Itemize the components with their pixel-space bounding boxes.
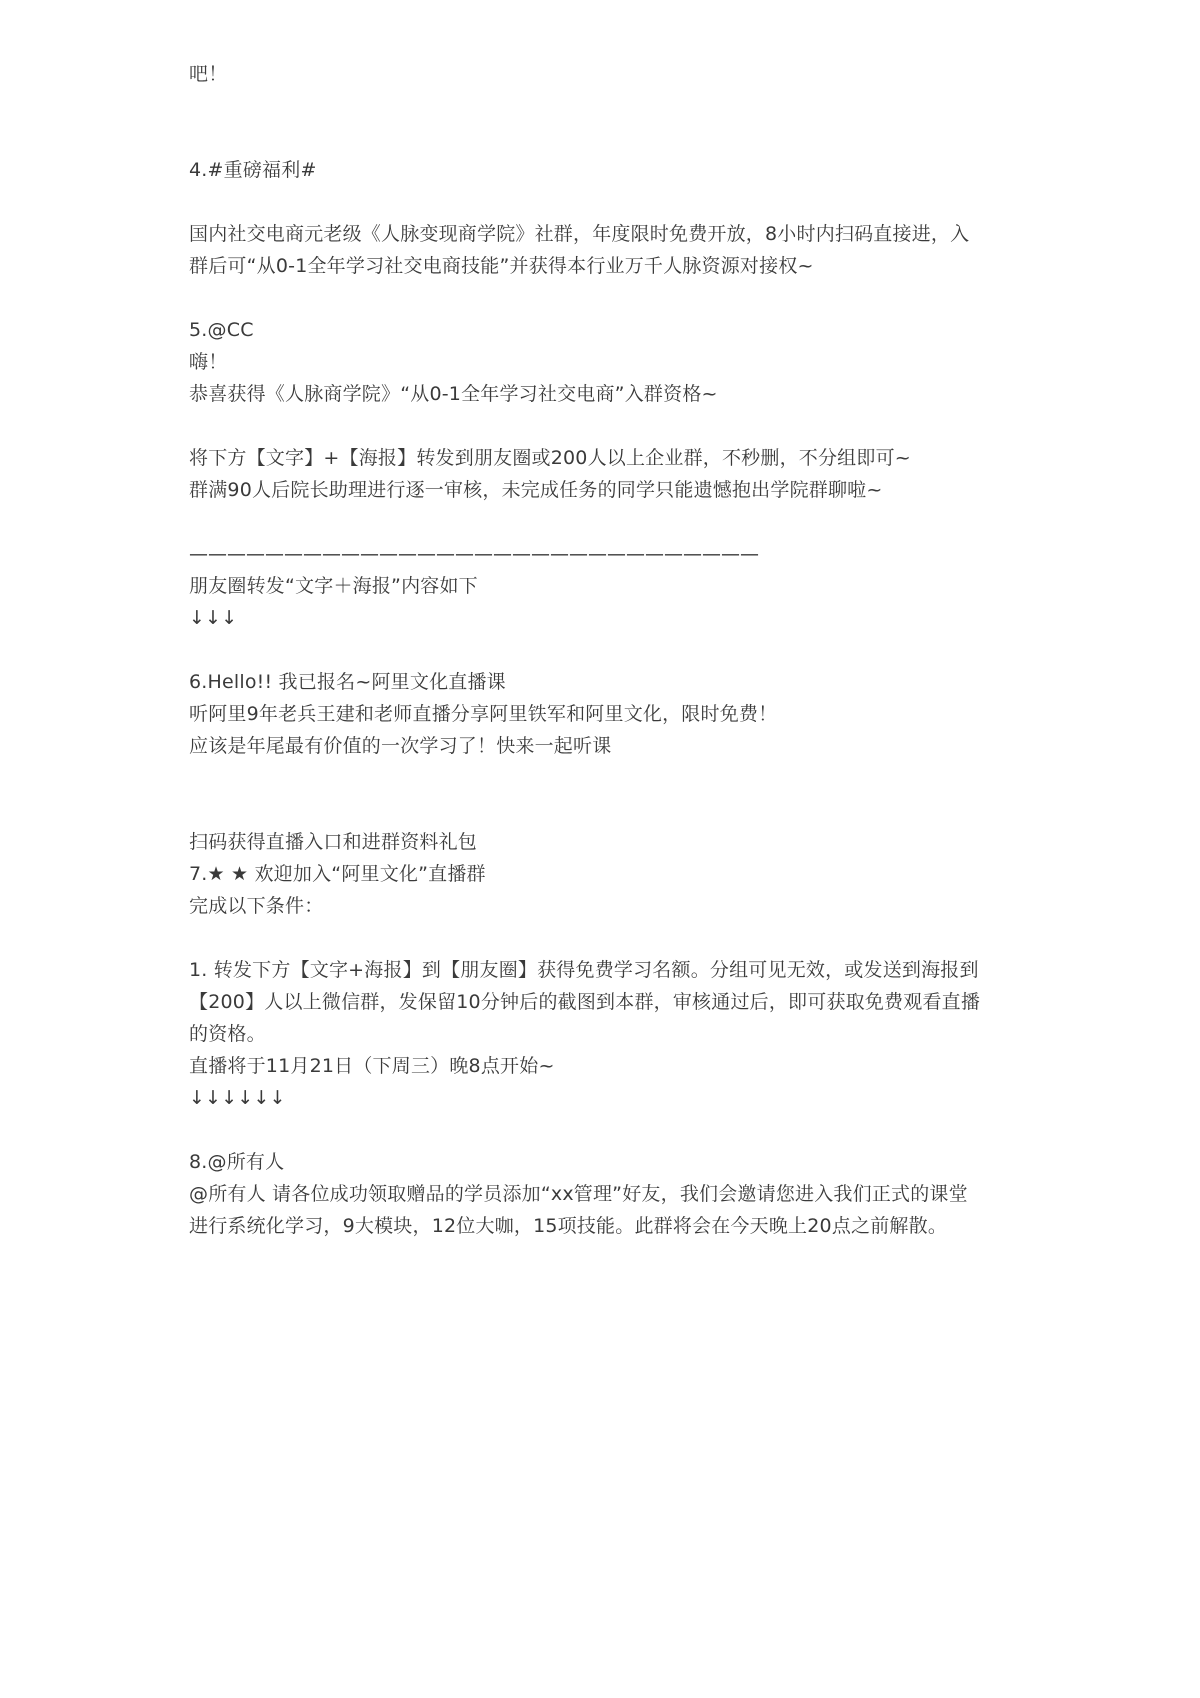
text-line: 听阿里9年老兵王建和老师直播分享阿里铁军和阿里文化，限时免费！: [189, 703, 778, 725]
divider-line: ——————————————————————————————: [189, 543, 759, 565]
text-line: 进行系统化学习，9大模块，12位大咖，15项技能。此群将会在今天晚上20点之前解散。: [189, 1215, 948, 1237]
text-line: 吧！: [189, 63, 228, 85]
text-line: ↓↓↓: [189, 607, 238, 629]
text-line: 朋友圈转发“文字＋海报”内容如下: [189, 575, 478, 597]
text-line: 的资格。: [189, 1023, 266, 1045]
text-line: 群满90人后院长助理进行逐一审核，未完成任务的同学只能遗憾抱出学院群聊啦~: [189, 479, 883, 501]
text-line: 1. 转发下方【文字+海报】到【朋友圈】获得免费学习名额。分组可见无效，或发送到海报到: [189, 959, 979, 981]
text-line: 6.Hello!! 我已报名~阿里文化直播课: [189, 671, 506, 693]
text-line: 8.@所有人: [189, 1151, 285, 1173]
text-line: 应该是年尾最有价值的一次学习了！快来一起听课: [189, 735, 612, 757]
text-line: 群后可“从0-1全年学习社交电商技能”并获得本行业万千人脉资源对接权~: [189, 255, 814, 277]
text-line: 完成以下条件：: [189, 895, 324, 917]
text-line: 国内社交电商元老级《人脉变现商学院》社群，年度限时免费开放，8小时内扫码直接进，入: [189, 223, 970, 245]
text-line: 将下方【文字】+【海报】转发到朋友圈或200人以上企业群，不秒删，不分组即可~: [189, 447, 911, 469]
text-line: 4.#重磅福利#: [189, 159, 317, 181]
text-line: 【200】人以上微信群，发保留10分钟后的截图到本群，审核通过后，即可获取免费观看直播: [189, 991, 981, 1013]
text-line: 嗨！: [189, 351, 228, 373]
document-body: [189, 58, 1029, 1242]
text-line: 7.★ ★ 欢迎加入“阿里文化”直播群: [189, 863, 486, 885]
text-line: 5.@CC: [189, 319, 254, 341]
text-line: 恭喜获得《人脉商学院》“从0-1全年学习社交电商”入群资格~: [189, 383, 718, 405]
text-line: 直播将于11月21日（下周三）晚8点开始~: [189, 1055, 555, 1077]
text-line: 扫码获得直播入口和进群资料礼包: [189, 831, 478, 853]
text-line: @所有人 请各位成功领取赠品的学员添加“xx管理”好友，我们会邀请您进入我们正式的课堂: [189, 1183, 968, 1205]
text-line: ↓↓↓↓↓↓: [189, 1087, 286, 1109]
